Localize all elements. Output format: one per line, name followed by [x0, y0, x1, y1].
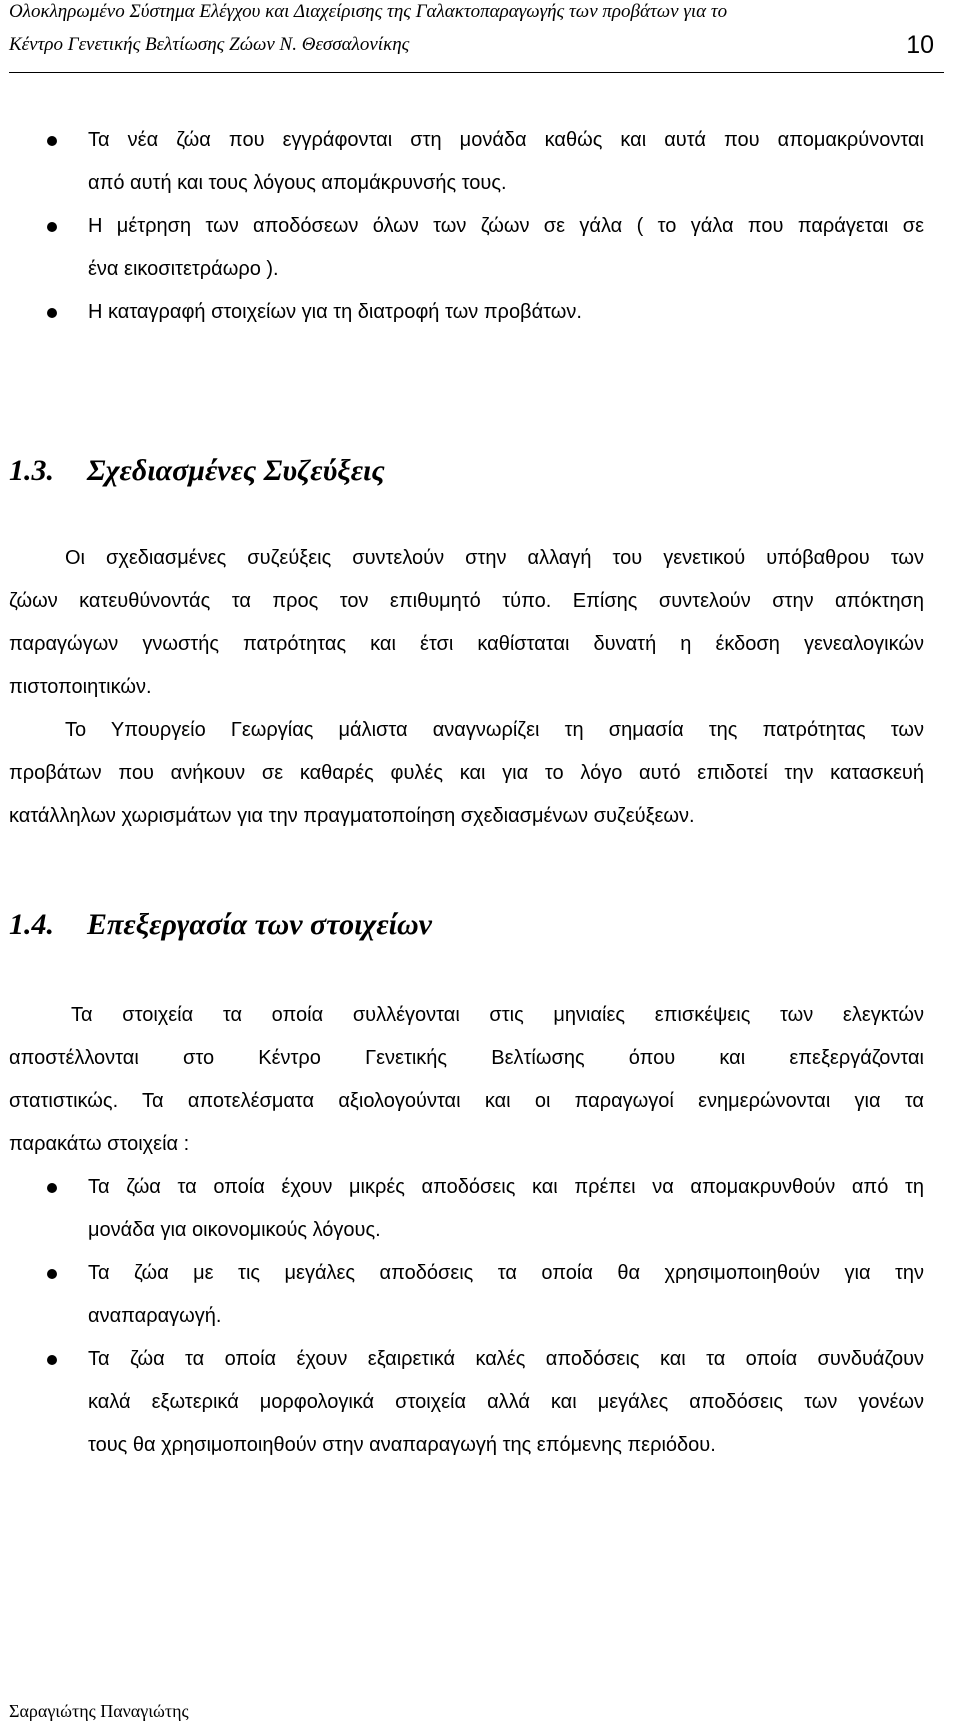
running-header: [9, 0, 944, 73]
section-heading-1-3: [9, 453, 385, 489]
list-item-line: τους θα χρησιμοποιηθούν στην αναπαραγωγή της επόμενης περιόδου.: [88, 1434, 716, 1456]
list-item-line: Τα ζώα τα οποία έχουν μικρές αποδόσεις και πρέπει να απομακρυνθούν από τη: [88, 1176, 924, 1198]
bullet-icon: [47, 1355, 57, 1365]
bullet-icon: [47, 222, 57, 232]
list-item-line: καλά εξωτερικά μορφολογικά στοιχεία αλλά και μεγάλες αποδόσεις των γονέων: [88, 1391, 924, 1413]
paragraph-line: αποστέλλονται στο Κέντρο Γενετικής Βελτίωσης όπου και επεξεργάζονται: [9, 1047, 924, 1069]
section-heading-1-4: [9, 907, 432, 943]
list-item-line: μονάδα για οικονομικούς λόγους.: [88, 1219, 381, 1241]
bullet-icon: [47, 1183, 57, 1193]
bullet-icon: [47, 1269, 57, 1279]
list-item-line: Τα ζώα με τις μεγάλες αποδόσεις τα οποία θα χρησιμοποιηθούν για την: [88, 1262, 924, 1284]
bullet-icon: [47, 308, 57, 318]
paragraph-line: παρακάτω στοιχεία :: [9, 1133, 190, 1155]
list-item-line: Τα ζώα τα οποία έχουν εξαιρετικά καλές αποδόσεις και τα οποία συνδυάζουν: [88, 1348, 924, 1370]
paragraph-line: στατιστικώς. Τα αποτελέσματα αξιολογούνται και οι παραγωγοί ενημερώνονται για τα: [9, 1090, 924, 1112]
header-title-line-1: Ολοκληρωμένο Σύστημα Ελέγχου και Διαχείρισης της Γαλακτοπαραγωγής των προβάτων για το: [9, 1, 728, 22]
section-title: Επεξεργασία των στοιχείων: [87, 908, 432, 941]
page-number: 10: [906, 31, 934, 59]
paragraph-line: Το Υπουργείο Γεωργίας μάλιστα αναγνωρίζει τη σημασία της πατρότητας των: [65, 719, 924, 741]
list-item-line: Τα νέα ζώα που εγγράφονται στη μονάδα καθώς και αυτά που απομακρύνονται: [88, 129, 924, 151]
section-number: 1.4.: [9, 908, 54, 941]
list-item-line: από αυτή και τους λόγους απομάκρυνσής τους.: [88, 172, 507, 194]
footer-author: Σαραγιώτης Παναγιώτης: [9, 1701, 189, 1721]
paragraph-line: Οι σχεδιασμένες συζεύξεις συντελούν στην αλλαγή του γενετικού υπόβαθρου των: [65, 547, 924, 569]
section-title: Σχεδιασμένες Συζεύξεις: [87, 454, 385, 487]
paragraph-line: Τα στοιχεία τα οποία συλλέγονται στις μηνιαίες επισκέψεις των ελεγκτών: [71, 1004, 924, 1026]
list-item-line: ένα εικοσιτετράωρο ).: [88, 258, 279, 280]
list-item-line: Η μέτρηση των αποδόσεων όλων των ζώων σε γάλα ( το γάλα που παράγεται σε: [88, 215, 924, 237]
paragraph-line: κατάλληλων χωρισμάτων για την πραγματοποίηση σχεδιασμένων συζεύξεων.: [9, 805, 695, 827]
bullet-icon: [47, 136, 57, 146]
header-title-line-2: Κέντρο Γενετικής Βελτίωσης Ζώων Ν. Θεσσαλονίκης: [9, 34, 410, 55]
list-item-line: αναπαραγωγή.: [88, 1305, 222, 1327]
paragraph-line: παραγώγων γνωστής πατρότητας και έτσι καθίσταται δυνατή η έκδοση γενεαλογικών: [9, 633, 924, 655]
paragraph-line: ζώων κατευθύνοντάς τα προς τον επιθυμητό τύπο. Επίσης συντελούν στην απόκτηση: [9, 590, 924, 612]
section-number: 1.3.: [9, 454, 54, 487]
paragraph-line: πιστοποιητικών.: [9, 676, 152, 698]
list-item-line: Η καταγραφή στοιχείων για τη διατροφή των προβάτων.: [88, 301, 582, 323]
paragraph-line: προβάτων που ανήκουν σε καθαρές φυλές και για το λόγο αυτό επιδοτεί την κατασκευή: [9, 762, 924, 784]
